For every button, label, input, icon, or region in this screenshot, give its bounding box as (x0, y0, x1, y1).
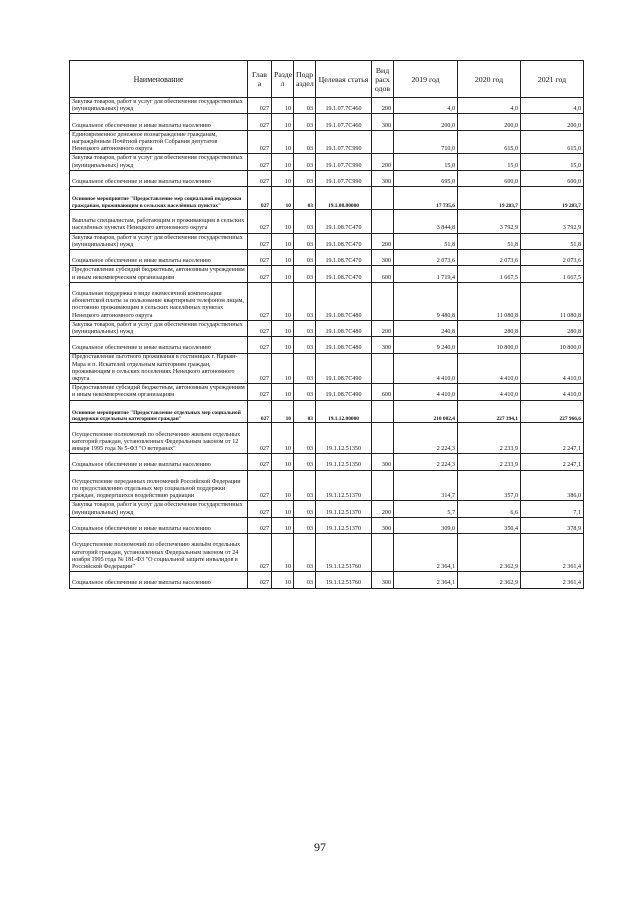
cell-vid: 300 (372, 337, 394, 353)
cell-2020: 2 073,6 (458, 249, 521, 265)
cell-glava: 027 (248, 98, 272, 114)
cell-podrazdel: 03 (294, 170, 316, 186)
table-row (70, 400, 584, 423)
table-row (70, 98, 584, 114)
cell-glava: 027 (248, 266, 272, 282)
cell-2021: 600,0 (521, 170, 584, 186)
cell-razdel: 10 (272, 170, 294, 186)
cell-vid (372, 130, 394, 154)
cell-glava: 027 (248, 320, 272, 336)
cell-name: Социальное обеспечение и иные выплаты населению (70, 454, 248, 470)
cell-2020: 2 362,9 (458, 534, 521, 572)
cell-razdel: 10 (272, 266, 294, 282)
cell-glava: 027 (248, 170, 272, 186)
table-header-row (70, 61, 584, 98)
cell-glava: 027 (248, 187, 272, 210)
cell-glava: 027 (248, 501, 272, 517)
cell-2021: 2 361,4 (521, 534, 584, 572)
cell-podrazdel: 03 (294, 187, 316, 210)
cell-2020: 3 792,9 (458, 209, 521, 233)
cell-2021: 2 361,4 (521, 572, 584, 588)
cell-podrazdel: 03 (294, 114, 316, 130)
cell-podrazdel: 03 (294, 249, 316, 265)
cell-podrazdel: 03 (294, 534, 316, 572)
cell-2020: 11 080,8 (458, 282, 521, 320)
cell-glava: 027 (248, 423, 272, 454)
header-vid: Вид расх одов (372, 61, 394, 98)
cell-name: Предоставление льготного проживания в гостиницах г. Нарьян-Мара и п. Искателей отдельным категориям граждан, проживающим в сельских поселениях Ненецкого автономного округа (70, 353, 248, 384)
cell-statya: 19.1.07.7С990 (316, 154, 372, 170)
table-row (70, 114, 584, 130)
cell-2020: 1 667,5 (458, 266, 521, 282)
cell-vid: 200 (372, 98, 394, 114)
cell-name: Осуществление полномочий по обеспечению жильем отдельных категорий граждан, установленных Федеральным законом от 12 января 1995 года № 5-ФЗ "О ветеранах" (70, 423, 248, 454)
cell-glava: 027 (248, 353, 272, 384)
cell-vid (372, 534, 394, 572)
cell-razdel: 10 (272, 98, 294, 114)
cell-2021: 3 792,9 (521, 209, 584, 233)
cell-2019: 4 410,0 (394, 384, 458, 400)
table-row (70, 154, 584, 170)
cell-2020: 350,4 (458, 517, 521, 533)
cell-2020: 4 410,0 (458, 353, 521, 384)
cell-statya: 19.1.08.7С470 (316, 209, 372, 233)
cell-statya: 19.1.12.51370 (316, 517, 372, 533)
header-2019: 2019 год (394, 61, 458, 98)
cell-vid (372, 400, 394, 423)
cell-2021: 10 800,0 (521, 337, 584, 353)
cell-2019: 4,0 (394, 98, 458, 114)
cell-name: Социальное обеспечение и иные выплаты населению (70, 337, 248, 353)
cell-vid: 300 (372, 517, 394, 533)
table-row (70, 534, 584, 572)
cell-2020: 600,0 (458, 170, 521, 186)
cell-vid (372, 423, 394, 454)
cell-glava: 027 (248, 384, 272, 400)
cell-statya: 19.1.12.51350 (316, 423, 372, 454)
cell-statya: 19.1.07.7С460 (316, 114, 372, 130)
cell-razdel: 10 (272, 470, 294, 501)
cell-vid: 600 (372, 384, 394, 400)
cell-2021: 4 410,0 (521, 353, 584, 384)
cell-glava: 027 (248, 154, 272, 170)
page-number: 97 (314, 840, 326, 854)
cell-razdel: 10 (272, 353, 294, 384)
cell-2020: 357,0 (458, 470, 521, 501)
cell-razdel: 10 (272, 534, 294, 572)
cell-2019: 210 002,4 (394, 400, 458, 423)
cell-2021: 2 247,1 (521, 454, 584, 470)
cell-glava: 027 (248, 130, 272, 154)
cell-podrazdel: 03 (294, 470, 316, 501)
table-row (70, 337, 584, 353)
cell-razdel: 10 (272, 130, 294, 154)
cell-podrazdel: 03 (294, 282, 316, 320)
cell-2021: 15,0 (521, 154, 584, 170)
cell-2020: 4,0 (458, 98, 521, 114)
cell-podrazdel: 03 (294, 98, 316, 114)
cell-2019: 2 364,1 (394, 572, 458, 588)
cell-statya: 19.1.07.7С990 (316, 170, 372, 186)
cell-vid: 200 (372, 233, 394, 249)
cell-podrazdel: 03 (294, 337, 316, 353)
table-row (70, 249, 584, 265)
table-row (70, 187, 584, 210)
cell-2021: 51,8 (521, 233, 584, 249)
cell-statya: 19.1.08.00000 (316, 187, 372, 210)
cell-2020: 10 800,0 (458, 337, 521, 353)
cell-2019: 2 364,1 (394, 534, 458, 572)
table-row (70, 423, 584, 454)
cell-name: Предоставление субсидий бюджетным, автономным учреждениям и иным некоммерческим организациям (70, 266, 248, 282)
cell-2020: 280,8 (458, 320, 521, 336)
cell-statya: 19.1.08.7С480 (316, 337, 372, 353)
cell-name: Закупка товаров, работ и услуг для обеспечения государственных (муниципальных) нужд (70, 98, 248, 114)
cell-2019: 2 073,6 (394, 249, 458, 265)
cell-2020: 615,0 (458, 130, 521, 154)
table-row (70, 209, 584, 233)
table-row (70, 282, 584, 320)
cell-statya: 19.1.12.51760 (316, 534, 372, 572)
table-body (70, 98, 584, 589)
cell-glava: 027 (248, 282, 272, 320)
cell-2019: 710,0 (394, 130, 458, 154)
cell-razdel: 10 (272, 400, 294, 423)
cell-glava: 027 (248, 454, 272, 470)
cell-razdel: 10 (272, 209, 294, 233)
header-name: Наименование (70, 61, 248, 98)
cell-2019: 695,0 (394, 170, 458, 186)
cell-2019: 4 410,0 (394, 353, 458, 384)
table-row (70, 517, 584, 533)
cell-vid: 300 (372, 114, 394, 130)
cell-razdel: 10 (272, 384, 294, 400)
cell-vid: 200 (372, 320, 394, 336)
cell-2020: 200,0 (458, 114, 521, 130)
cell-podrazdel: 03 (294, 400, 316, 423)
cell-2019: 2 224,3 (394, 454, 458, 470)
cell-vid (372, 187, 394, 210)
cell-statya: 19.1.08.7С480 (316, 282, 372, 320)
cell-2021: 280,8 (521, 320, 584, 336)
cell-2021: 7,1 (521, 501, 584, 517)
cell-2019: 9 480,8 (394, 282, 458, 320)
cell-name: Предоставление субсидий бюджетным, автономным учреждениям и иным некоммерческим организациям (70, 384, 248, 400)
cell-2019: 200,0 (394, 114, 458, 130)
cell-name: Выплаты специалистам, работающим и проживающим в сельских населённых пунктах Ненецкого автономного округа (70, 209, 248, 233)
cell-2021: 378,9 (521, 517, 584, 533)
cell-2020: 51,8 (458, 233, 521, 249)
cell-2021: 19 283,7 (521, 187, 584, 210)
cell-2021: 4 410,0 (521, 384, 584, 400)
cell-podrazdel: 03 (294, 353, 316, 384)
cell-podrazdel: 03 (294, 501, 316, 517)
cell-razdel: 10 (272, 337, 294, 353)
cell-vid (372, 353, 394, 384)
cell-statya: 19.1.08.7С470 (316, 233, 372, 249)
cell-name: Закупка товаров, работ и услуг для обеспечения государственных (муниципальных) нужд (70, 501, 248, 517)
cell-podrazdel: 03 (294, 320, 316, 336)
cell-vid: 300 (372, 572, 394, 588)
cell-2021: 11 080,8 (521, 282, 584, 320)
header-statya: Целевая статья (316, 61, 372, 98)
cell-2020: 19 283,7 (458, 187, 521, 210)
table-row (70, 233, 584, 249)
cell-name: Закупка товаров, работ и услуг для обеспечения государственных (муниципальных) нужд (70, 233, 248, 249)
cell-podrazdel: 03 (294, 209, 316, 233)
cell-2021: 386,0 (521, 470, 584, 501)
cell-glava: 027 (248, 114, 272, 130)
cell-statya: 19.1.08.7С470 (316, 249, 372, 265)
cell-statya: 19.1.08.7С470 (316, 266, 372, 282)
cell-glava: 027 (248, 249, 272, 265)
cell-razdel: 10 (272, 114, 294, 130)
cell-vid (372, 282, 394, 320)
cell-2019: 1 719,4 (394, 266, 458, 282)
cell-podrazdel: 03 (294, 423, 316, 454)
cell-2019: 17 735,6 (394, 187, 458, 210)
cell-glava: 027 (248, 572, 272, 588)
table-row (70, 266, 584, 282)
header-glava: Глав а (248, 61, 272, 98)
cell-name: Единовременное денежное вознаграждение гражданам, награждённым Почётной грамотой Собрания депутатов Ненецкого автономного округа (70, 130, 248, 154)
cell-razdel: 10 (272, 233, 294, 249)
header-razdel: Разде л (272, 61, 294, 98)
cell-vid: 600 (372, 266, 394, 282)
header-2021: 2021 год (521, 61, 584, 98)
cell-vid: 200 (372, 154, 394, 170)
table-row (70, 572, 584, 588)
cell-glava: 027 (248, 209, 272, 233)
table-row (70, 470, 584, 501)
cell-statya: 19.1.12.51370 (316, 470, 372, 501)
cell-razdel: 10 (272, 282, 294, 320)
cell-name: Закупка товаров, работ и услуг для обеспечения государственных (муниципальных) нужд (70, 154, 248, 170)
cell-name: Основное мероприятие "Предоставление мер социальной поддержки гражданам, проживающим в сельских населённых пунктах" (70, 187, 248, 210)
cell-name: Основное мероприятие "Предоставление отдельных мер социальной поддержки отдельным категориям граждан" (70, 400, 248, 423)
table-row (70, 501, 584, 517)
table-row (70, 384, 584, 400)
cell-2019: 240,8 (394, 320, 458, 336)
table-row (70, 130, 584, 154)
cell-vid: 300 (372, 170, 394, 186)
cell-2020: 15,0 (458, 154, 521, 170)
cell-statya: 19.1.12.51760 (316, 572, 372, 588)
cell-name: Социальное обеспечение и иные выплаты населению (70, 249, 248, 265)
cell-name: Осуществление полномочий по обеспечению жильём отдельных категорий граждан, установленных Федеральным законом от 24 ноября 1995 года № 181-ФЗ "О социальной защите инвалидов в Российской Федерации" (70, 534, 248, 572)
cell-2019: 5,7 (394, 501, 458, 517)
cell-glava: 027 (248, 400, 272, 423)
cell-2020: 2 233,9 (458, 423, 521, 454)
cell-2019: 2 224,3 (394, 423, 458, 454)
cell-glava: 027 (248, 233, 272, 249)
cell-razdel: 10 (272, 572, 294, 588)
cell-name: Социальное обеспечение и иные выплаты населению (70, 114, 248, 130)
cell-name: Социальное обеспечение и иные выплаты населению (70, 517, 248, 533)
cell-name: Социальная поддержка в виде ежемесячной компенсации абонентской платы за пользование квартирным телефоном лицам, постоянно проживающим в сельских населённых пунктах Ненецкого автономного округа (70, 282, 248, 320)
cell-2020: 4 410,0 (458, 384, 521, 400)
cell-glava: 027 (248, 534, 272, 572)
cell-statya: 19.1.12.51350 (316, 454, 372, 470)
cell-statya: 19.1.07.7С460 (316, 98, 372, 114)
cell-podrazdel: 03 (294, 266, 316, 282)
cell-2021: 2 247,1 (521, 423, 584, 454)
cell-2021: 1 667,5 (521, 266, 584, 282)
cell-statya: 19.1.08.7С490 (316, 384, 372, 400)
cell-vid: 300 (372, 454, 394, 470)
cell-2019: 15,0 (394, 154, 458, 170)
cell-podrazdel: 03 (294, 130, 316, 154)
cell-vid (372, 209, 394, 233)
cell-2019: 9 240,0 (394, 337, 458, 353)
cell-razdel: 10 (272, 501, 294, 517)
cell-statya: 19.1.12.00000 (316, 400, 372, 423)
header-2020: 2020 год (458, 61, 521, 98)
cell-vid: 300 (372, 249, 394, 265)
cell-razdel: 10 (272, 187, 294, 210)
cell-2021: 615,0 (521, 130, 584, 154)
cell-name: Закупка товаров, работ и услуг для обеспечения государственных (муниципальных) нужд (70, 320, 248, 336)
cell-2020: 2 362,9 (458, 572, 521, 588)
cell-2019: 309,0 (394, 517, 458, 533)
cell-name: Социальное обеспечение и иные выплаты населению (70, 572, 248, 588)
cell-2021: 200,0 (521, 114, 584, 130)
header-podrazdel: Подр аздел (294, 61, 316, 98)
cell-razdel: 10 (272, 517, 294, 533)
cell-statya: 19.1.08.7С490 (316, 353, 372, 384)
cell-podrazdel: 03 (294, 572, 316, 588)
cell-podrazdel: 03 (294, 154, 316, 170)
cell-razdel: 10 (272, 423, 294, 454)
cell-2021: 227 966,6 (521, 400, 584, 423)
table-row (70, 170, 584, 186)
cell-statya: 19.1.12.51370 (316, 501, 372, 517)
cell-statya: 19.1.07.7С990 (316, 130, 372, 154)
cell-razdel: 10 (272, 320, 294, 336)
budget-table (69, 60, 584, 589)
cell-podrazdel: 03 (294, 517, 316, 533)
cell-2021: 4,0 (521, 98, 584, 114)
cell-2019: 314,7 (394, 470, 458, 501)
cell-glava: 027 (248, 337, 272, 353)
cell-razdel: 10 (272, 154, 294, 170)
cell-vid (372, 470, 394, 501)
cell-podrazdel: 03 (294, 384, 316, 400)
table-row (70, 454, 584, 470)
table-row (70, 353, 584, 384)
cell-vid: 200 (372, 501, 394, 517)
cell-name: Социальное обеспечение и иные выплаты населению (70, 170, 248, 186)
cell-2019: 51,8 (394, 233, 458, 249)
cell-name: Осуществление переданных полномочий Российской Федерации по предоставлению отдельных мер социальной поддержки граждан, подвергшихся воздействию радиации (70, 470, 248, 501)
cell-2020: 6,6 (458, 501, 521, 517)
cell-podrazdel: 03 (294, 454, 316, 470)
table-row (70, 320, 584, 336)
cell-razdel: 10 (272, 249, 294, 265)
cell-2020: 227 394,1 (458, 400, 521, 423)
cell-2020: 2 233,9 (458, 454, 521, 470)
cell-2019: 3 844,8 (394, 209, 458, 233)
cell-glava: 027 (248, 517, 272, 533)
cell-razdel: 10 (272, 454, 294, 470)
cell-glava: 027 (248, 470, 272, 501)
cell-statya: 19.1.08.7С480 (316, 320, 372, 336)
cell-podrazdel: 03 (294, 233, 316, 249)
cell-2021: 2 073,6 (521, 249, 584, 265)
